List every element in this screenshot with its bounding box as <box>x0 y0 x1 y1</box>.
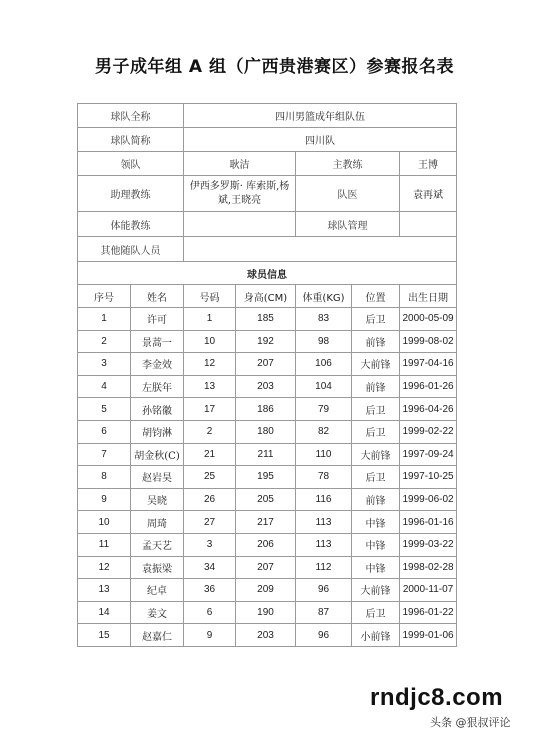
player-index: 14 <box>78 601 131 624</box>
player-position: 中锋 <box>352 533 400 556</box>
player-birthdate: 2000-11-07 <box>400 579 457 602</box>
leader-value: 耿洁 <box>184 152 296 176</box>
player-birthdate: 1996-04-26 <box>400 398 457 421</box>
player-row <box>78 375 457 398</box>
player-position: 后卫 <box>352 398 400 421</box>
player-number: 21 <box>184 443 236 466</box>
player-height: 207 <box>236 353 296 376</box>
player-position: 前锋 <box>352 330 400 353</box>
player-name: 许可 <box>131 308 184 331</box>
player-index: 4 <box>78 375 131 398</box>
player-weight: 96 <box>296 624 352 647</box>
col-header-index: 序号 <box>78 285 131 308</box>
players-section-label: 球员信息 <box>78 262 457 285</box>
player-birthdate: 1997-04-16 <box>400 353 457 376</box>
player-name: 左朕年 <box>131 375 184 398</box>
team-manager-label: 球队管理 <box>296 212 400 237</box>
player-row <box>78 443 457 466</box>
player-weight: 96 <box>296 579 352 602</box>
player-number: 34 <box>184 556 236 579</box>
player-birthdate: 1996-01-22 <box>400 601 457 624</box>
player-weight: 79 <box>296 398 352 421</box>
player-weight: 98 <box>296 330 352 353</box>
player-row <box>78 420 457 443</box>
fitness-coach-label: 体能教练 <box>78 212 184 237</box>
player-weight: 87 <box>296 601 352 624</box>
player-number: 13 <box>184 375 236 398</box>
player-position: 前锋 <box>352 375 400 398</box>
player-birthdate: 1997-10-25 <box>400 466 457 489</box>
player-name: 李金效 <box>131 353 184 376</box>
player-row <box>78 579 457 602</box>
player-height: 190 <box>236 601 296 624</box>
player-name: 袁振梁 <box>131 556 184 579</box>
player-position: 中锋 <box>352 511 400 534</box>
player-birthdate: 1997-09-24 <box>400 443 457 466</box>
players-header-row <box>78 285 457 308</box>
player-weight: 83 <box>296 308 352 331</box>
player-birthdate: 1996-01-26 <box>400 375 457 398</box>
player-height: 209 <box>236 579 296 602</box>
row-short-name <box>78 128 457 152</box>
player-row <box>78 466 457 489</box>
player-position: 小前锋 <box>352 624 400 647</box>
player-height: 207 <box>236 556 296 579</box>
player-index: 1 <box>78 308 131 331</box>
player-index: 15 <box>78 624 131 647</box>
player-position: 大前锋 <box>352 579 400 602</box>
full-name-label: 球队全称 <box>78 104 184 128</box>
short-name-label: 球队简称 <box>78 128 184 152</box>
row-other-staff <box>78 237 457 262</box>
player-position: 前锋 <box>352 488 400 511</box>
col-header-number: 号码 <box>184 285 236 308</box>
player-number: 3 <box>184 533 236 556</box>
player-number: 9 <box>184 624 236 647</box>
col-header-name: 姓名 <box>131 285 184 308</box>
row-full-name <box>78 104 457 128</box>
player-number: 27 <box>184 511 236 534</box>
player-position: 大前锋 <box>352 443 400 466</box>
player-birthdate: 1999-03-22 <box>400 533 457 556</box>
player-weight: 113 <box>296 511 352 534</box>
player-birthdate: 1999-02-22 <box>400 420 457 443</box>
player-birthdate: 1999-06-02 <box>400 488 457 511</box>
player-row <box>78 398 457 421</box>
player-weight: 113 <box>296 533 352 556</box>
player-number: 1 <box>184 308 236 331</box>
player-name: 孟天艺 <box>131 533 184 556</box>
player-index: 10 <box>78 511 131 534</box>
team-manager-value <box>400 212 457 237</box>
player-height: 205 <box>236 488 296 511</box>
player-name: 吴晓 <box>131 488 184 511</box>
player-number: 10 <box>184 330 236 353</box>
player-weight: 112 <box>296 556 352 579</box>
player-weight: 104 <box>296 375 352 398</box>
player-weight: 82 <box>296 420 352 443</box>
player-number: 12 <box>184 353 236 376</box>
player-number: 17 <box>184 398 236 421</box>
player-height: 206 <box>236 533 296 556</box>
player-position: 中锋 <box>352 556 400 579</box>
player-weight: 106 <box>296 353 352 376</box>
player-row <box>78 308 457 331</box>
registration-table <box>77 103 457 647</box>
head-coach-value: 王博 <box>400 152 457 176</box>
page-title: 男子成年组 A 组（广西贵港赛区）参赛报名表 <box>95 57 454 77</box>
player-number: 36 <box>184 579 236 602</box>
fitness-coach-value <box>184 212 296 237</box>
player-name: 姜文 <box>131 601 184 624</box>
player-height: 185 <box>236 308 296 331</box>
player-birthdate: 1996-01-16 <box>400 511 457 534</box>
player-position: 后卫 <box>352 466 400 489</box>
head-coach-label: 主教练 <box>296 152 400 176</box>
doctor-label: 队医 <box>296 176 400 212</box>
player-name: 胡金秋(C) <box>131 443 184 466</box>
col-header-height: 身高(CM) <box>236 285 296 308</box>
player-row <box>78 330 457 353</box>
player-index: 3 <box>78 353 131 376</box>
player-position: 大前锋 <box>352 353 400 376</box>
player-row <box>78 624 457 647</box>
col-header-birthdate: 出生日期 <box>400 285 457 308</box>
player-number: 26 <box>184 488 236 511</box>
doctor-value: 袁再斌 <box>400 176 457 212</box>
player-position: 后卫 <box>352 420 400 443</box>
player-height: 180 <box>236 420 296 443</box>
player-row <box>78 556 457 579</box>
player-index: 13 <box>78 579 131 602</box>
row-leader-coach <box>78 152 457 176</box>
player-row <box>78 488 457 511</box>
player-birthdate: 1999-01-06 <box>400 624 457 647</box>
player-row <box>78 601 457 624</box>
player-number: 25 <box>184 466 236 489</box>
player-name: 纪卓 <box>131 579 184 602</box>
players-section-row <box>78 262 457 285</box>
other-staff-label: 其他随队人员 <box>78 237 184 262</box>
short-name-value: 四川队 <box>184 128 457 152</box>
player-height: 211 <box>236 443 296 466</box>
player-name: 孙铭徽 <box>131 398 184 421</box>
player-weight: 110 <box>296 443 352 466</box>
player-position: 后卫 <box>352 308 400 331</box>
player-row <box>78 353 457 376</box>
player-index: 8 <box>78 466 131 489</box>
player-birthdate: 1998-02-28 <box>400 556 457 579</box>
player-name: 周琦 <box>131 511 184 534</box>
assistant-coach-label: 助理教练 <box>78 176 184 212</box>
row-fitness-manager <box>78 212 457 237</box>
player-number: 6 <box>184 601 236 624</box>
player-name: 赵嘉仁 <box>131 624 184 647</box>
player-index: 11 <box>78 533 131 556</box>
player-row <box>78 511 457 534</box>
player-position: 后卫 <box>352 601 400 624</box>
player-index: 9 <box>78 488 131 511</box>
watermark: rndjc8.com <box>370 684 504 711</box>
player-weight: 78 <box>296 466 352 489</box>
source-credit: 头条 @狠叔评论 <box>430 716 511 729</box>
col-header-weight: 体重(KG) <box>296 285 352 308</box>
player-height: 186 <box>236 398 296 421</box>
leader-label: 领队 <box>78 152 184 176</box>
other-staff-value <box>184 237 457 262</box>
player-index: 5 <box>78 398 131 421</box>
player-row <box>78 533 457 556</box>
full-name-value: 四川男篮成年组队伍 <box>184 104 457 128</box>
player-height: 217 <box>236 511 296 534</box>
player-number: 2 <box>184 420 236 443</box>
player-index: 2 <box>78 330 131 353</box>
player-height: 203 <box>236 624 296 647</box>
player-index: 12 <box>78 556 131 579</box>
player-weight: 116 <box>296 488 352 511</box>
player-index: 7 <box>78 443 131 466</box>
player-birthdate: 2000-05-09 <box>400 308 457 331</box>
player-name: 赵岩昊 <box>131 466 184 489</box>
row-assistant-doctor <box>78 176 457 212</box>
player-name: 胡钧淋 <box>131 420 184 443</box>
player-index: 6 <box>78 420 131 443</box>
assistant-coach-value: 伊西多罗斯· 库索斯,杨斌,王晓亮 <box>184 176 296 212</box>
player-height: 203 <box>236 375 296 398</box>
col-header-position: 位置 <box>352 285 400 308</box>
player-height: 195 <box>236 466 296 489</box>
player-name: 景蒿一 <box>131 330 184 353</box>
player-birthdate: 1999-08-02 <box>400 330 457 353</box>
player-height: 192 <box>236 330 296 353</box>
